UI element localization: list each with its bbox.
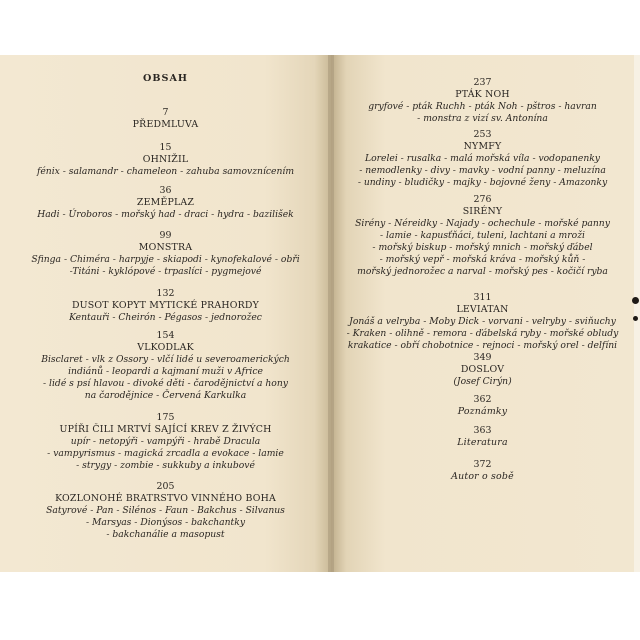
toc-entry	[0, 185, 331, 221]
page-number: 349	[473, 352, 492, 363]
chapter-title: Autor o sobě	[451, 471, 514, 482]
chapter-subtopics-line: krakatice - obří chobotnice - rejnoci - mořský orel - delfíni	[347, 340, 618, 351]
toc-entry	[331, 394, 634, 418]
chapter-title: NYMFY	[463, 141, 502, 152]
chapter-subtopics-line: - strygy - zombie - sukkuby a inkubové	[76, 460, 255, 471]
binding-dot	[632, 297, 639, 304]
toc-entry	[331, 459, 634, 483]
chapter-subtopics-line: - nemodlenky - divy - mavky - vodní panny - meluzína	[359, 165, 606, 176]
chapter-title: MONSTRA	[138, 242, 193, 253]
toc-entry	[0, 230, 331, 278]
page-number: 362	[473, 394, 492, 405]
chapter-title: Literatura	[457, 437, 508, 448]
page-number: 15	[159, 142, 172, 153]
toc-entry	[0, 481, 331, 541]
chapter-subtopics-line: mořský jednorožec a narval - mořský pes - kočičí ryba	[357, 266, 608, 277]
chapter-subtopics-line: - monstra z vizí sv. Antonína	[417, 113, 548, 124]
toc-entry	[0, 330, 331, 402]
chapter-title: DOSLOV	[460, 364, 505, 375]
chapter-subtopics-line: Satyrové - Pan - Silénos - Faun - Bakchus - Silvanus	[46, 505, 285, 516]
chapter-subtopics-line: Sirény - Néreidky - Najady - ochechule - mořské panny	[355, 218, 610, 229]
chapter-subtopics-line: Sfinga - Chiméra - harpyje - skiapodi - kynofekalové - obři	[31, 254, 300, 265]
chapter-subtopics-line: - vampyrismus - magická zrcadla a evokace - lamie	[47, 448, 284, 459]
page-edge	[634, 55, 640, 572]
chapter-title: OHNIŽIL	[142, 154, 189, 165]
toc-entry	[0, 288, 331, 324]
toc-entry	[0, 107, 331, 131]
chapter-title: ZEMĚPLAZ	[136, 197, 195, 208]
chapter-subtopics-line: - mořský biskup - mořský mnich - mořský ďábel	[372, 242, 593, 253]
toc-entry	[331, 352, 634, 388]
toc-entry	[331, 77, 634, 125]
chapter-subtopics-line: na čarodějnice - Červená Karkulka	[84, 390, 247, 401]
page-number: 175	[156, 412, 175, 423]
chapter-subtopics-line: - undiny - bludičky - majky - bojovné ženy - Amazonky	[357, 177, 608, 188]
page-number: 276	[473, 194, 492, 205]
chapter-subtopics-line: upír - netopýři - vampýři - hrabě Dracula	[70, 436, 261, 447]
chapter-subtopics-line: -Titáni - kyklópové - trpaslíci - pygmejové	[69, 266, 262, 277]
chapter-title: LEVIATAN	[456, 304, 509, 315]
chapter-subtopics-line: Hadi - Úroboros - mořský had - draci - hydra - bazilišek	[37, 209, 294, 220]
page-number: 154	[156, 330, 175, 341]
chapter-subtopics-line: - lamie - kapusťňáci, tuleni, lachtani a mroži	[380, 230, 585, 241]
page-number: 132	[156, 288, 175, 299]
chapter-subtopics-line: - Kraken - olihně - remora - ďábelská ryby - mořské obludy	[346, 328, 619, 339]
chapter-subtopics-line: indiánů - leopardi a kajmaní muži v Africe	[68, 366, 263, 377]
page-number: 253	[473, 129, 492, 140]
toc-entry	[331, 129, 634, 189]
page-number: 363	[473, 425, 492, 436]
chapter-subtopics-line: fénix - salamandr - chameleon - zahuba samovznícením	[36, 166, 295, 177]
toc-entry	[0, 412, 331, 472]
chapter-subtopics-line: Bisclaret - vlk z Ossory - vlčí lidé u severoamerických	[41, 354, 290, 365]
chapter-subtopics-line: (Josef Cirýn)	[453, 376, 512, 387]
chapter-title: UPÍŘI ČILI MRTVÍ SAJÍCÍ KREV Z ŽIVÝCH	[59, 424, 272, 435]
chapter-title: KOZLONOHÉ BRATRSTVO VINNÉHO BOHA	[55, 493, 276, 504]
chapter-subtopics-line: Lorelei - rusalka - malá mořská víla - vodopanenky	[364, 153, 600, 164]
chapter-title: VLKODLAK	[137, 342, 194, 353]
chapter-title: PŘEDMLUVA	[132, 119, 199, 130]
toc-entry	[0, 142, 331, 178]
page-number: 372	[473, 459, 492, 470]
toc-entry	[331, 194, 634, 278]
chapter-subtopics-line: - Marsyas - Dionýsos - bakchantky	[85, 517, 246, 528]
toc-entry	[331, 292, 634, 352]
page-number: 7	[162, 107, 169, 118]
open-book	[0, 55, 640, 572]
chapter-subtopics-line: - bakchanálie a masopust	[106, 529, 225, 540]
chapter-subtopics-line: Kentauři - Cheirón - Pégasos - jednorožec	[69, 312, 262, 323]
page-number: 205	[156, 481, 175, 492]
toc-entry	[331, 425, 634, 449]
page-number: 237	[473, 77, 492, 88]
binding-dot	[633, 316, 638, 321]
chapter-title: PTÁK NOH	[455, 89, 510, 100]
page-number: 311	[473, 292, 492, 303]
chapter-title: DUSOT KOPYT MYTICKÉ PRAHORDY	[71, 300, 260, 311]
chapter-subtopics-line: Jonáš a velryba - Moby Dick - vorvani - velryby - sviňuchy	[349, 316, 616, 327]
chapter-subtopics-line: - mořský vepř - mořská kráva - mořský kůň -	[379, 254, 586, 265]
page-number: 36	[159, 185, 172, 196]
page-number: 99	[159, 230, 172, 241]
chapter-title: Poznámky	[457, 406, 508, 417]
contents-heading: OBSAH	[143, 73, 188, 84]
chapter-subtopics-line: - lidé s psí hlavou - divoké děti - čarodějnictví a hony	[43, 378, 288, 389]
chapter-title: SIRÉNY	[462, 206, 503, 217]
chapter-subtopics-line: gryfové - pták Ruchh - pták Noh - pštros - havran	[368, 101, 597, 112]
